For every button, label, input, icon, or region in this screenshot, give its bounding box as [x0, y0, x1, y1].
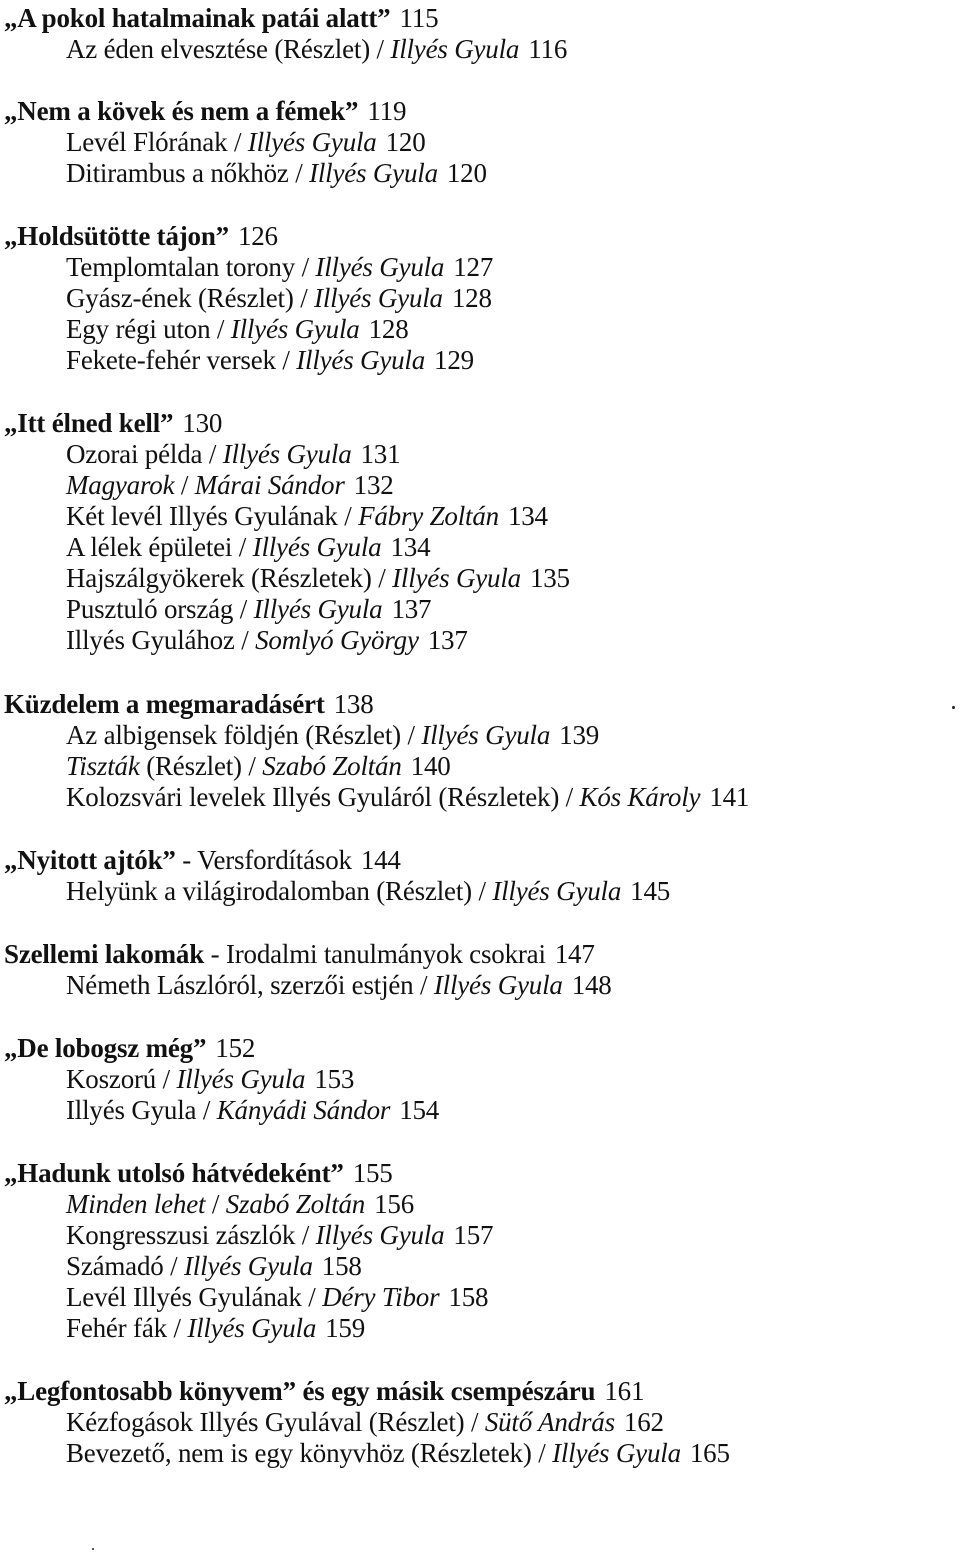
section-title-text: „De lobogsz még” — [4, 1033, 207, 1063]
stray-mark — [92, 1548, 94, 1550]
entry-author: Illyés Gyula — [314, 283, 443, 313]
toc-entry — [66, 1313, 365, 1344]
entry-page-number: 134 — [390, 532, 431, 562]
entry-author: Illyés Gyula — [315, 252, 445, 282]
entry-separator: / — [156, 1064, 177, 1094]
entry-page-number: 141 — [709, 782, 750, 812]
entry-author: Illyés Gyula — [222, 439, 352, 469]
entry-author: Fábry Zoltán — [358, 501, 499, 531]
entry-title: Magyarok — [66, 470, 175, 500]
entry-title: Koszorú — [66, 1064, 157, 1094]
section-title-text: „Hadunk utolsó hátvédeként” — [4, 1158, 344, 1188]
entry-title: Illyés Gyulához — [66, 625, 235, 655]
entry-separator: / — [464, 1407, 485, 1437]
entry-author: Sütő András — [484, 1407, 615, 1437]
toc-entry — [66, 1095, 439, 1126]
section-title-text: „Itt élned kell” — [4, 408, 174, 438]
toc-entry — [66, 1220, 493, 1251]
entry-separator: / — [371, 563, 393, 593]
toc-entry — [66, 439, 400, 470]
entry-title: Az éden elvesztése (Részlet) — [66, 34, 370, 64]
toc-entry — [66, 1282, 488, 1313]
entry-separator: / — [337, 501, 359, 531]
entry-page-number: 137 — [391, 594, 432, 624]
section-title-text: Szellemi lakomák — [4, 939, 205, 969]
entry-title: Templomtalan torony — [66, 252, 296, 282]
section-title — [4, 939, 595, 970]
toc-entry — [66, 34, 567, 65]
entry-separator: / — [227, 127, 248, 157]
entry-author: Szabó Zoltán — [262, 751, 402, 781]
entry-author: Illyés Gyula — [176, 1064, 306, 1094]
entry-title: Levél Illyés Gyulának — [66, 1282, 302, 1312]
entry-separator: / — [202, 439, 223, 469]
toc-entry — [66, 751, 451, 782]
entry-page-number: 120 — [446, 158, 487, 188]
toc-entry — [66, 1064, 354, 1095]
section-page-number: 130 — [182, 408, 223, 438]
entry-title: Gyász-ének (Részlet) — [66, 283, 294, 313]
entry-separator: / — [413, 970, 434, 1000]
entry-separator: / — [234, 625, 256, 655]
entry-page-number: 165 — [689, 1438, 730, 1468]
entry-separator: / — [166, 1313, 188, 1343]
toc-entry — [66, 252, 493, 283]
entry-author: Kányádi Sándor — [216, 1095, 391, 1125]
entry-author: Illyés Gyula — [552, 1438, 681, 1468]
entry-author: Illyés Gyula — [183, 1251, 313, 1281]
entry-page-number: 157 — [453, 1220, 494, 1250]
entry-author: Illyés Gyula — [392, 563, 521, 593]
section-title-continuation: és egy másik csempészáru — [295, 1376, 596, 1406]
entry-separator: / — [400, 720, 422, 750]
toc-entry — [66, 314, 409, 345]
section-title — [4, 689, 374, 720]
entry-title: Illyés Gyula — [66, 1095, 197, 1125]
entry-author: Somlyó György — [255, 625, 419, 655]
entry-title: Helyünk a világirodalomban (Részlet) — [66, 876, 472, 906]
entry-page-number: 153 — [314, 1064, 355, 1094]
entry-title: Levél Flórának — [66, 127, 228, 157]
entry-page-number: 137 — [427, 625, 468, 655]
entry-page-number: 158 — [321, 1251, 362, 1281]
section-title-text: „A pokol hatalmainak patái alatt” — [4, 3, 391, 33]
entry-page-number: 140 — [410, 751, 451, 781]
entry-title: Kongresszusi zászlók — [66, 1220, 296, 1250]
entry-page-number: 131 — [360, 439, 401, 469]
section-title-text: „Holdsütötte tájon” — [4, 221, 229, 251]
entry-separator: / — [559, 782, 580, 812]
toc-entry — [66, 1189, 414, 1220]
entry-author: Illyés Gyula — [492, 876, 622, 906]
toc-entry — [66, 158, 487, 189]
entry-author: Illyés Gyula — [296, 345, 426, 375]
entry-author: Illyés Gyula — [253, 594, 383, 624]
toc-entry — [66, 532, 430, 563]
entry-author: Illyés Gyula — [187, 1313, 317, 1343]
toc-entry — [66, 970, 612, 1001]
entry-separator: / — [288, 158, 310, 188]
section-title — [4, 221, 278, 252]
entry-page-number: 159 — [325, 1313, 366, 1343]
entry-page-number: 158 — [448, 1282, 489, 1312]
entry-page-number: 145 — [630, 876, 671, 906]
entry-page-number: 128 — [451, 283, 492, 313]
entry-separator: / — [163, 1251, 184, 1281]
entry-separator: / — [196, 1095, 217, 1125]
toc-entry — [66, 594, 431, 625]
entry-title: Hajszálgyökerek (Részletek) — [66, 563, 372, 593]
section-title-text: „Nem a kövek és nem a fémek” — [4, 96, 359, 126]
entry-separator: / — [233, 594, 254, 624]
entry-page-number: 128 — [368, 314, 409, 344]
entry-author: Illyés Gyula — [390, 34, 520, 64]
entry-title: (Részlet) — [139, 751, 242, 781]
entry-separator: / — [471, 876, 493, 906]
entry-author: Illyés Gyula — [315, 1220, 445, 1250]
entry-separator: / — [232, 532, 253, 562]
entry-title: Kézfogások Illyés Gyulával (Részlet) — [66, 1407, 465, 1437]
entry-title: Bevezető, nem is egy könyvhöz (Részletek) — [66, 1438, 532, 1468]
entry-page-number: 148 — [571, 970, 612, 1000]
entry-author: Illyés Gyula — [252, 532, 382, 562]
entry-page-number: 129 — [434, 345, 474, 375]
entry-page-number: 162 — [623, 1407, 664, 1437]
entry-page-number: 156 — [374, 1189, 415, 1219]
entry-title: Fekete-fehér versek — [66, 345, 276, 375]
section-page-number: 119 — [367, 96, 407, 126]
entry-title-italic: Tiszták — [66, 751, 140, 781]
toc-entry — [66, 501, 548, 532]
entry-separator: / — [241, 751, 263, 781]
section-subtitle: - Irodalmi tanulmányok csokrai — [204, 939, 546, 969]
entry-author: Szabó Zoltán — [225, 1189, 366, 1219]
entry-title: Ditirambus a nőkhöz — [66, 158, 289, 188]
entry-separator: / — [370, 34, 391, 64]
section-title-text: „Nyitott ajtók” — [4, 845, 176, 875]
entry-separator: / — [531, 1438, 553, 1468]
entry-page-number: 154 — [399, 1095, 440, 1125]
toc-entry — [66, 1251, 362, 1282]
toc-entry — [66, 782, 749, 813]
entry-title: Ozorai példa — [66, 439, 203, 469]
toc-entry — [66, 345, 474, 376]
stray-mark — [952, 706, 955, 709]
toc-entry — [66, 1438, 730, 1469]
section-subtitle: - Versfordítások — [175, 845, 352, 875]
entry-author: Illyés Gyula — [247, 127, 377, 157]
entry-title: Két levél Illyés Gyulának — [66, 501, 338, 531]
toc-entry — [66, 720, 599, 751]
section-page-number: 147 — [554, 939, 595, 969]
entry-title: A lélek épületei — [66, 532, 233, 562]
section-title — [4, 408, 222, 439]
toc-entry — [66, 563, 570, 594]
section-title — [4, 1376, 644, 1407]
entry-page-number: 120 — [385, 127, 426, 157]
entry-author: Illyés Gyula — [433, 970, 563, 1000]
entry-separator: / — [174, 470, 195, 500]
entry-page-number: 134 — [507, 501, 548, 531]
entry-page-number: 132 — [353, 470, 394, 500]
entry-page-number: 139 — [559, 720, 600, 750]
entry-title: Számadó — [66, 1251, 164, 1281]
section-page-number: 155 — [352, 1158, 393, 1188]
toc-entry — [66, 127, 426, 158]
section-page-number: 144 — [360, 845, 401, 875]
entry-separator: / — [295, 1220, 316, 1250]
section-title — [4, 1158, 393, 1189]
entry-title: Fehér fák — [66, 1313, 167, 1343]
entry-author: Illyés Gyula — [230, 314, 360, 344]
entry-separator: / — [301, 1282, 323, 1312]
section-title-text: Küzdelem a megmaradásért — [4, 689, 325, 719]
toc-entry — [66, 876, 670, 907]
entry-separator: / — [293, 283, 315, 313]
entry-title: Az albigensek földjén (Részlet) — [66, 720, 401, 750]
entry-page-number: 135 — [529, 563, 570, 593]
section-page-number: 126 — [237, 221, 278, 251]
toc-entry — [66, 625, 468, 656]
toc-entry — [66, 470, 394, 501]
section-title — [4, 1033, 255, 1064]
entry-separator: / — [210, 314, 231, 344]
entry-separator: / — [295, 252, 316, 282]
entry-title: Minden lehet — [66, 1189, 206, 1219]
entry-separator: / — [275, 345, 297, 375]
entry-author: Márai Sándor — [194, 470, 345, 500]
section-title — [4, 3, 438, 34]
entry-page-number: 127 — [453, 252, 494, 282]
entry-author: Illyés Gyula — [309, 158, 438, 188]
section-title — [4, 96, 406, 127]
section-page-number: 152 — [215, 1033, 256, 1063]
entry-title: Kolozsvári levelek Illyés Gyuláról (Részletek) — [66, 782, 560, 812]
entry-title: Németh Lászlóról, szerzői estjén — [66, 970, 414, 1000]
section-page-number: 138 — [333, 689, 374, 719]
entry-author: Déry Tibor — [322, 1282, 440, 1312]
entry-title: Egy régi uton — [66, 314, 211, 344]
toc-entry — [66, 1407, 664, 1438]
section-title-text: „Legfontosabb könyvem” — [4, 1376, 296, 1406]
entry-separator: / — [205, 1189, 226, 1219]
entry-title: Pusztuló ország — [66, 594, 234, 624]
section-page-number: 115 — [399, 3, 439, 33]
entry-page-number: 116 — [528, 34, 568, 64]
entry-author: Kós Károly — [579, 782, 701, 812]
section-title — [4, 845, 401, 876]
entry-author: Illyés Gyula — [421, 720, 551, 750]
toc-entry — [66, 283, 492, 314]
section-page-number: 161 — [604, 1376, 645, 1406]
